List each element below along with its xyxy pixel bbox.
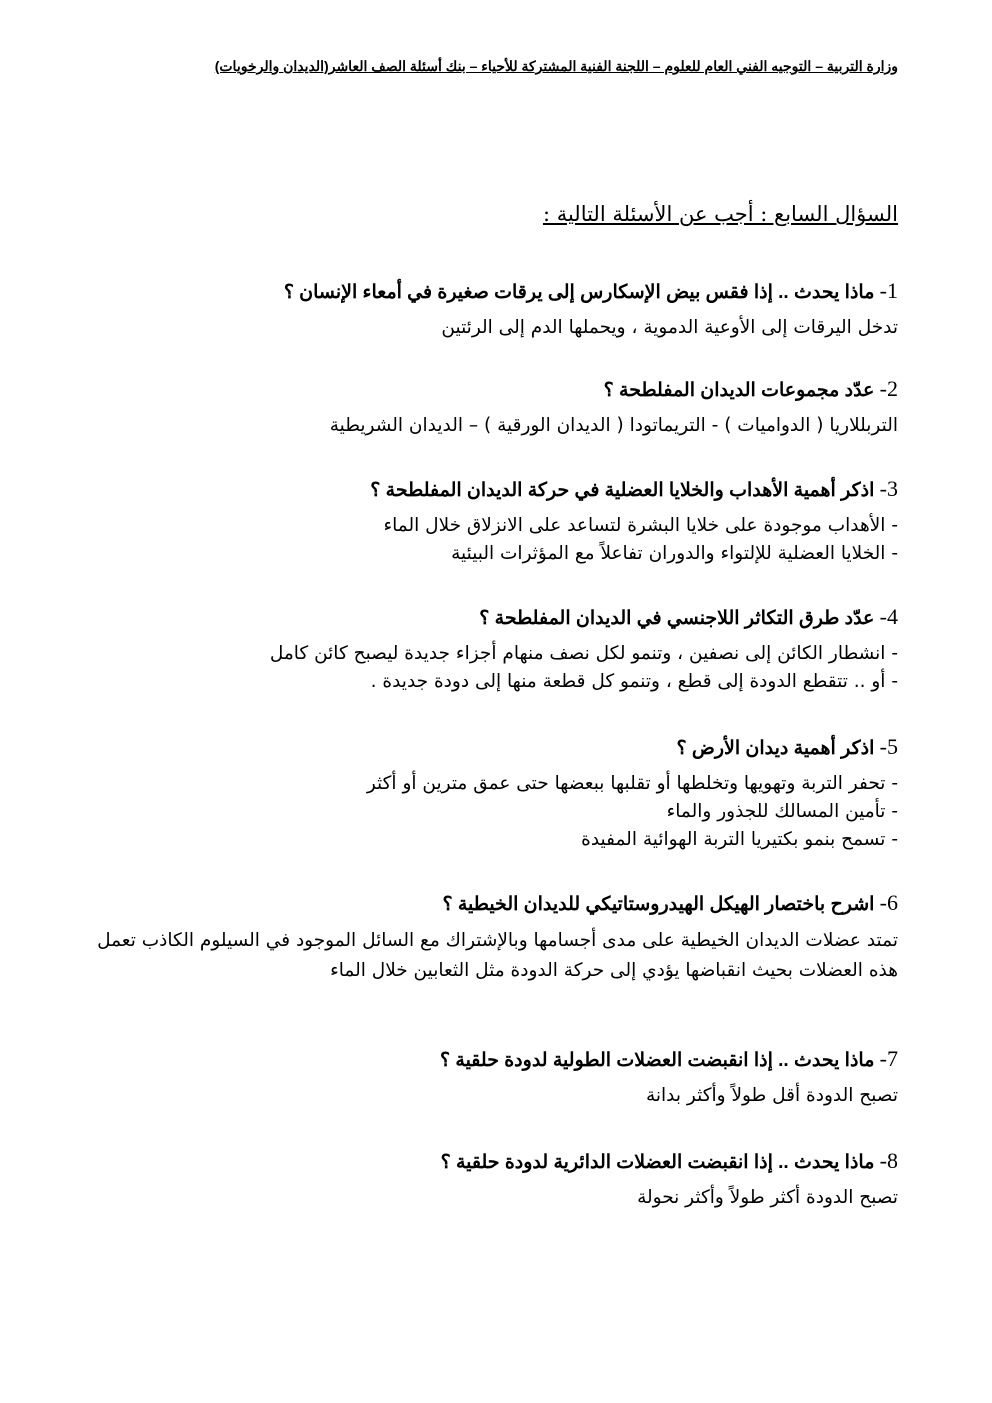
question-title (90, 890, 898, 918)
question-1 (90, 278, 898, 342)
question-number: 8- (879, 1148, 898, 1173)
page-header: وزارة التربية – التوجيه الفني العام للعلوم – اللجنة الفنية المشتركة للأحياء – بنك أسئلة الصف العاشر(الديدان والرخويات) (214, 58, 898, 74)
question-number: 3- (879, 476, 898, 501)
answer-line: تصبح الدودة أكثر طولاً وأكثر نحولة (637, 1187, 898, 1208)
question-8 (90, 1148, 898, 1212)
question-title (90, 734, 898, 762)
question-text: اذكر أهمية الأهداب والخلايا العضلية في حركة الديدان المفلطحة ؟ (370, 480, 875, 501)
answer-line: - تحفر التربة وتهويها وتخلطها أو تقلبها ببعضها حتى عمق مترين أو أكثر (366, 773, 898, 794)
answer-line: تدخل اليرقات إلى الأوعية الدموية ، ويحملها الدم إلى الرئتين (441, 317, 898, 338)
question-text: عدّد مجموعات الديدان المفلطحة ؟ (603, 380, 875, 401)
question-4 (90, 604, 898, 696)
question-2 (90, 376, 898, 440)
question-number: 1- (879, 278, 898, 303)
question-7 (90, 1046, 898, 1110)
question-number: 5- (879, 734, 898, 759)
question-title (90, 476, 898, 504)
answer (90, 640, 898, 696)
answer (90, 770, 898, 854)
question-number: 6- (879, 890, 898, 915)
answer-line: - أو .. تتقطع الدودة إلى قطع ، وتنمو كل قطعة منها إلى دودة جديدة . (370, 671, 898, 692)
question-title (90, 278, 898, 306)
answer (90, 512, 898, 568)
question-text: اشرح باختصار الهيكل الهيدروستاتيكي للديدان الخيطية ؟ (442, 894, 875, 915)
question-text: اذكر أهمية ديدان الأرض ؟ (676, 738, 875, 759)
answer-line: تصبح الدودة أقل طولاً وأكثر بدانة (645, 1085, 898, 1106)
question-title (90, 376, 898, 404)
question-title (90, 1046, 898, 1074)
question-title (90, 604, 898, 632)
answer (90, 926, 898, 986)
question-title (90, 1148, 898, 1176)
question-text: عدّد طرق التكاثر اللاجنسي في الديدان المفلطحة ؟ (479, 608, 875, 629)
question-number: 4- (879, 604, 898, 629)
question-3 (90, 476, 898, 568)
answer-line: - تأمين المسالك للجذور والماء (666, 801, 898, 822)
question-number: 2- (879, 376, 898, 401)
answer (90, 1082, 898, 1110)
answer (90, 1184, 898, 1212)
question-6 (90, 890, 898, 986)
question-text: ماذا يحدث .. إذا انقبضت العضلات الدائرية لدودة حلقية ؟ (440, 1152, 875, 1173)
answer-paragraph: تمتد عضلات الديدان الخيطية على مدى أجسامها وبالإشتراك مع السائل الموجود في السيلوم الكاذب تعمل هذه العضلات بحيث انقباضها يؤدي إلى حركة الدودة مثل الثعابين خلال الماء (97, 930, 898, 981)
question-text: ماذا يحدث .. إذا فقس بيض الإسكارس إلى يرقات صغيرة في أمعاء الإنسان ؟ (283, 282, 875, 303)
answer-line: - انشطار الكائن إلى نصفين ، وتنمو لكل نصف منهام أجزاء جديدة ليصبح كائن كامل (269, 643, 898, 664)
question-number: 7- (879, 1046, 898, 1071)
answer-line: - تسمح بنمو بكتيريا التربة الهوائية المفيدة (581, 829, 898, 850)
answer-line: - الخلايا العضلية للإلتواء والدوران تفاعلاً مع المؤثرات البيئية (451, 543, 898, 564)
answer-line: التربللاريا ( الدواميات ) - التريماتودا ( الديدان الورقية ) – الديدان الشريطية (329, 415, 898, 436)
section-title: السؤال السابع : أجب عن الأسئلة التالية : (542, 202, 898, 226)
answer (90, 412, 898, 440)
answer-line: - الأهداب موجودة على خلايا البشرة لتساعد على الانزلاق خلال الماء (383, 515, 898, 536)
question-text: ماذا يحدث .. إذا انقبضت العضلات الطولية لدودة حلقية ؟ (440, 1050, 875, 1071)
question-5 (90, 734, 898, 854)
answer (90, 314, 898, 342)
